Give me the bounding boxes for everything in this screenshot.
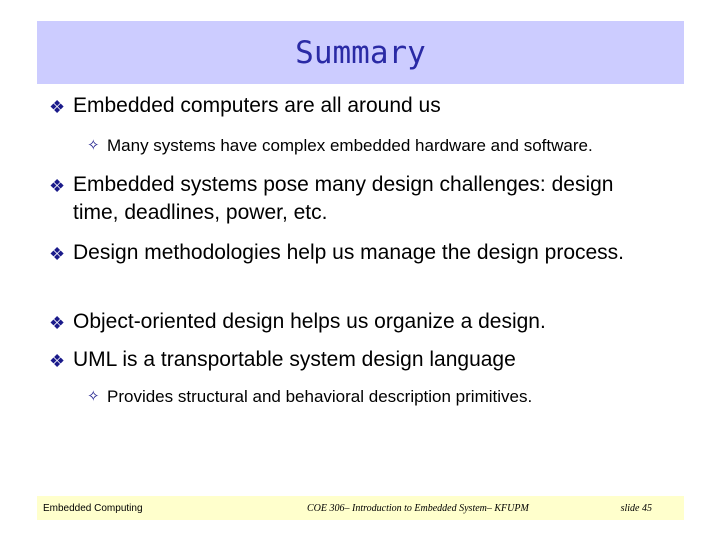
bullet-item — [49, 171, 659, 227]
footer-course-label: Embedded Computing — [43, 503, 143, 514]
diamond-bullet-icon: ❖ — [49, 313, 66, 333]
sub-bullet-item — [87, 386, 707, 408]
bullet-text: Design methodologies help us manage the design process. — [73, 241, 625, 264]
bullet-text: Embedded computers are all around us — [73, 94, 441, 117]
bullet-item — [49, 239, 659, 268]
title-bar — [37, 21, 684, 84]
slide-title: Summary — [295, 34, 426, 71]
bullet-text: Object-oriented design helps us organize a design. — [73, 310, 546, 333]
footer-bar — [37, 496, 684, 520]
bullet-item — [49, 308, 659, 337]
bullet-text: UML is a transportable system design language — [73, 348, 516, 371]
sub-bullet-text: Provides structural and behavioral description primitives. — [107, 387, 533, 406]
footer-course-title: COE 306– Introduction to Embedded System– KFUPM — [307, 503, 529, 514]
sub-bullet-text: Many systems have complex embedded hardware and software. — [107, 136, 593, 155]
slide-number: slide 45 — [620, 503, 652, 514]
sub-bullet-item — [87, 135, 707, 157]
star-bullet-icon: ✧ — [87, 388, 100, 405]
star-bullet-icon: ✧ — [87, 137, 100, 154]
diamond-bullet-icon: ❖ — [49, 244, 66, 264]
bullet-item — [49, 346, 659, 375]
bullet-text: Embedded systems pose many design challenges: design time, deadlines, power, etc. — [73, 173, 614, 224]
diamond-bullet-icon: ❖ — [49, 97, 66, 117]
bullet-item — [49, 92, 659, 121]
diamond-bullet-icon: ❖ — [49, 176, 66, 196]
diamond-bullet-icon: ❖ — [49, 351, 66, 371]
